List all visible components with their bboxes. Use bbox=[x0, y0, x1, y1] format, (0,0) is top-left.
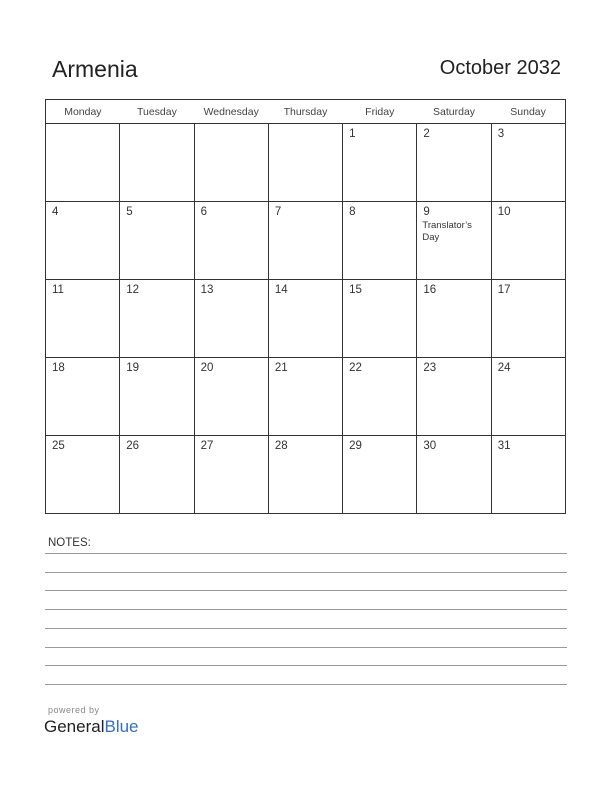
day-cell bbox=[120, 202, 194, 280]
day-cell bbox=[417, 358, 491, 436]
holiday-label: Translator’s Day bbox=[422, 220, 472, 243]
day-number: 22 bbox=[349, 362, 362, 374]
day-number: 5 bbox=[126, 206, 133, 218]
day-number: 30 bbox=[423, 440, 437, 452]
day-cell bbox=[491, 436, 565, 514]
day-cell bbox=[268, 358, 342, 436]
day-number: 29 bbox=[349, 440, 362, 452]
weekday-header-row bbox=[46, 100, 566, 124]
note-line bbox=[45, 628, 567, 629]
note-line bbox=[45, 553, 567, 554]
day-cell bbox=[268, 280, 342, 358]
day-cell bbox=[491, 124, 565, 202]
weekday-saturday: Saturday bbox=[417, 100, 491, 124]
empty-day-cell bbox=[268, 124, 342, 202]
day-cell bbox=[194, 280, 268, 358]
brand-general: General bbox=[44, 717, 105, 736]
day-number: 18 bbox=[52, 362, 65, 374]
brand-blue: Blue bbox=[104, 717, 139, 736]
day-number: 25 bbox=[52, 440, 65, 452]
day-number: 14 bbox=[274, 284, 288, 296]
day-number: 20 bbox=[200, 362, 214, 374]
empty-day-cell bbox=[120, 124, 194, 202]
day-cell bbox=[417, 280, 491, 358]
day-cell bbox=[491, 202, 565, 280]
note-line bbox=[45, 572, 567, 573]
day-cell bbox=[343, 436, 417, 514]
country-title: Armenia bbox=[52, 56, 138, 82]
day-number: 4 bbox=[52, 206, 59, 218]
day-number: 10 bbox=[497, 206, 511, 218]
day-cell bbox=[268, 436, 342, 514]
weekday-monday: Monday bbox=[46, 100, 120, 124]
note-line bbox=[45, 647, 567, 648]
day-number: 16 bbox=[423, 284, 437, 296]
week-row bbox=[46, 358, 566, 436]
day-number: 1 bbox=[349, 128, 356, 140]
day-cell bbox=[46, 280, 120, 358]
day-number: 19 bbox=[126, 362, 140, 374]
week-row bbox=[46, 124, 566, 202]
note-line bbox=[45, 609, 567, 610]
day-cell bbox=[417, 202, 491, 280]
weekday-wednesday: Wednesday bbox=[194, 100, 268, 124]
day-cell bbox=[120, 436, 194, 514]
day-cell bbox=[46, 358, 120, 436]
month-year-title: October 2032 bbox=[439, 57, 561, 79]
day-number: 24 bbox=[497, 362, 511, 374]
day-cell bbox=[194, 202, 268, 280]
day-cell bbox=[343, 280, 417, 358]
week-row bbox=[46, 202, 566, 280]
day-number: 31 bbox=[497, 440, 511, 452]
day-number: 26 bbox=[126, 440, 140, 452]
day-number: 9 bbox=[423, 206, 430, 218]
day-number: 23 bbox=[423, 362, 437, 374]
day-number: 21 bbox=[274, 362, 288, 374]
day-number: 28 bbox=[274, 440, 288, 452]
day-cell bbox=[417, 436, 491, 514]
weekday-friday: Friday bbox=[343, 100, 417, 124]
day-number: 3 bbox=[497, 128, 505, 140]
day-cell bbox=[194, 436, 268, 514]
day-number: 8 bbox=[349, 206, 356, 218]
day-cell bbox=[343, 202, 417, 280]
day-cell bbox=[343, 358, 417, 436]
empty-day-cell bbox=[46, 124, 120, 202]
day-cell bbox=[46, 202, 120, 280]
calendar-grid bbox=[45, 99, 566, 514]
calendar-body bbox=[46, 124, 566, 514]
generalblue-logo[interactable] bbox=[44, 717, 139, 737]
day-cell bbox=[343, 124, 417, 202]
note-line bbox=[45, 665, 567, 666]
day-cell bbox=[46, 436, 120, 514]
day-cell bbox=[417, 124, 491, 202]
day-cell bbox=[491, 358, 565, 436]
notes-label: NOTES: bbox=[48, 537, 91, 549]
day-number: 12 bbox=[126, 284, 140, 296]
week-row bbox=[46, 280, 566, 358]
day-number: 15 bbox=[349, 284, 362, 296]
day-number: 2 bbox=[423, 128, 430, 140]
powered-by-text: powered by bbox=[48, 705, 100, 715]
day-number: 27 bbox=[200, 440, 214, 452]
weekday-thursday: Thursday bbox=[268, 100, 342, 124]
weekday-tuesday: Tuesday bbox=[120, 100, 194, 124]
day-number: 13 bbox=[200, 284, 214, 296]
day-cell bbox=[120, 358, 194, 436]
weekday-sunday: Sunday bbox=[491, 100, 565, 124]
day-number: 7 bbox=[274, 206, 282, 218]
note-line bbox=[45, 684, 567, 685]
empty-day-cell bbox=[194, 124, 268, 202]
day-number: 6 bbox=[200, 206, 207, 218]
day-number: 11 bbox=[52, 284, 64, 296]
day-cell bbox=[268, 202, 342, 280]
day-number: 17 bbox=[497, 284, 511, 296]
day-cell bbox=[120, 280, 194, 358]
note-line bbox=[45, 590, 567, 591]
day-cell bbox=[194, 358, 268, 436]
day-cell bbox=[491, 280, 565, 358]
week-row bbox=[46, 436, 566, 514]
